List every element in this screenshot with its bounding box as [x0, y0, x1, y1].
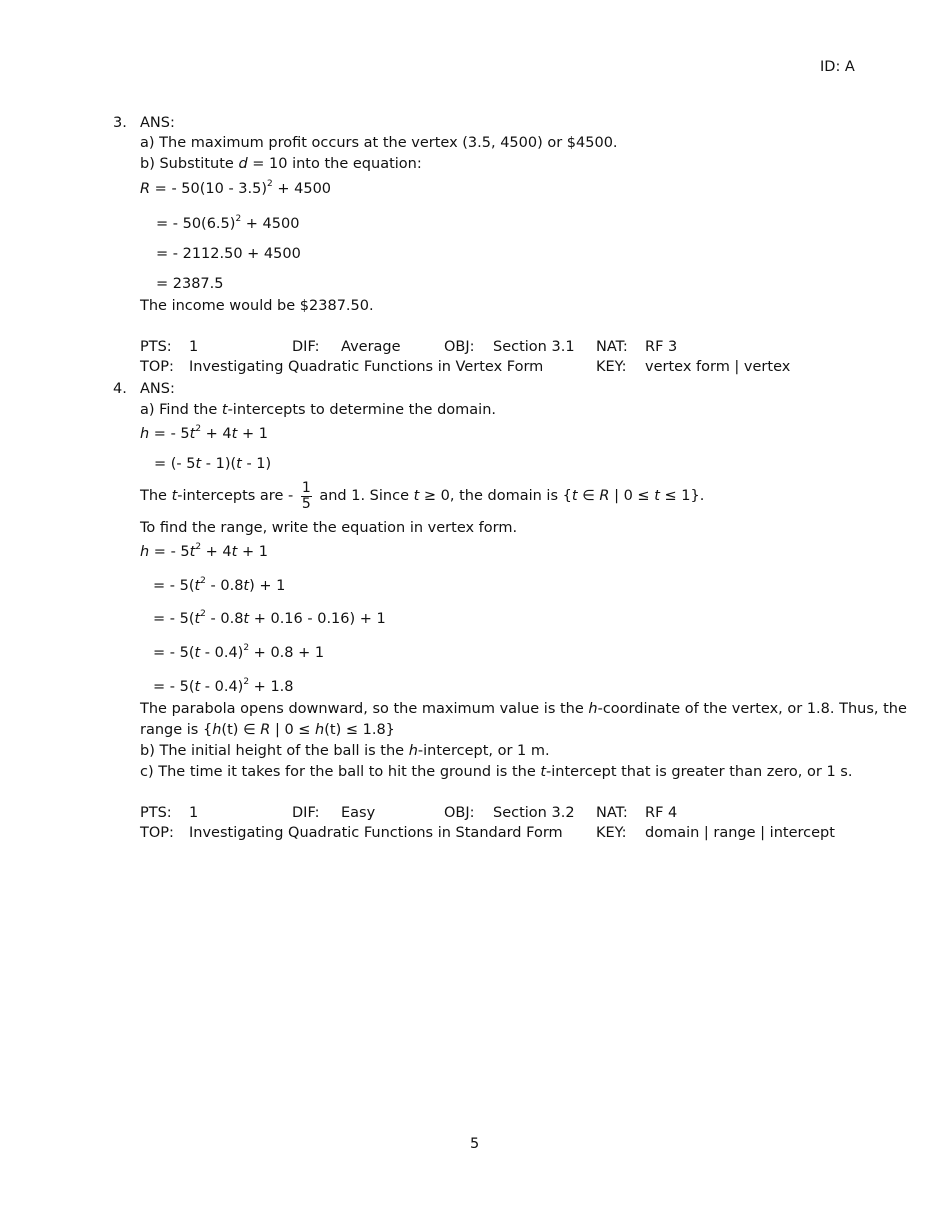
q3-part-a: a) The maximum profit occurs at the vertex (3.5, 4500) or $4500.	[140, 135, 618, 151]
q3-equation-line-4: = 2387.5	[156, 276, 224, 292]
q4-equation-line-1: h = - $5t^2 + 4t + 1$	[140, 424, 268, 442]
question-3-ans-label: ANS:	[140, 115, 175, 131]
q4-vertex-line-0: h = - $5t^2 + 4t + 1$	[140, 542, 268, 560]
q3-equation-line-2: = - $50(6.5)^2 + 4500$	[156, 214, 300, 232]
q4-vertex-line-4: = - 5(t - 0.4)$^2$ + 1.8	[153, 677, 294, 695]
q4-parabola-text-1: The parabola opens downward, so the maximum value is the h-coordinate of the vertex, or 1.8. Thus, the	[140, 701, 907, 717]
q4-parabola-text-2: range is {h(t) ∈ R | 0 ≤ h(t) ≤ 1.8}	[140, 722, 395, 738]
q3-equation-line-1: R = - 50(10 - 3.5)$^2$ + 4500	[140, 179, 332, 197]
question-4-number: 4.	[113, 381, 127, 397]
q4-equation-line-2: = (- 5t - 1)(t - 1)	[154, 456, 272, 472]
q3-part-b: b) Substitute d = 10 into the equation:	[140, 156, 422, 172]
page-number: 5	[470, 1136, 480, 1152]
q4-vertex-line-2: = - $5(t^2 - 0.8t + 0.16 - 0.16) + 1$	[153, 609, 386, 627]
q4-intercepts-line: The t-intercepts are - $\frac{1}{5}$ and 1. Since t ≥ 0, the domain is {t ∈ R | 0 ≤ t ≤ 1}.	[140, 479, 705, 512]
q4-vertex-line-1: = - $5(t^2 - 0.8t) + 1$	[153, 576, 286, 594]
q4-part-c: c) The time it takes for the ball to hit the ground is the t-intercept that is greater than zero, or 1 s.	[140, 764, 853, 780]
q3-conclusion: The income would be $2387.50.	[140, 298, 374, 314]
fraction-one-fifth: $\frac{1}{5}$	[301, 479, 311, 512]
question-3-number: 3.	[113, 115, 127, 131]
q4-part-a: a) Find the t-intercepts to determine the domain.	[140, 402, 497, 418]
q4-vertex-line-3: = - 5(t - 0.4)$^2$ + 0.8 + 1	[153, 643, 325, 661]
q4-range-intro: To find the range, write the equation in vertex form.	[140, 520, 518, 536]
question-4-ans-label: ANS:	[140, 381, 175, 397]
q4-part-b: b) The initial height of the ball is the h-intercept, or 1 m.	[140, 743, 550, 759]
q3-equation-line-3: = - 2112.50 + 4500	[156, 246, 301, 262]
page-id-label: ID: A	[820, 59, 855, 75]
